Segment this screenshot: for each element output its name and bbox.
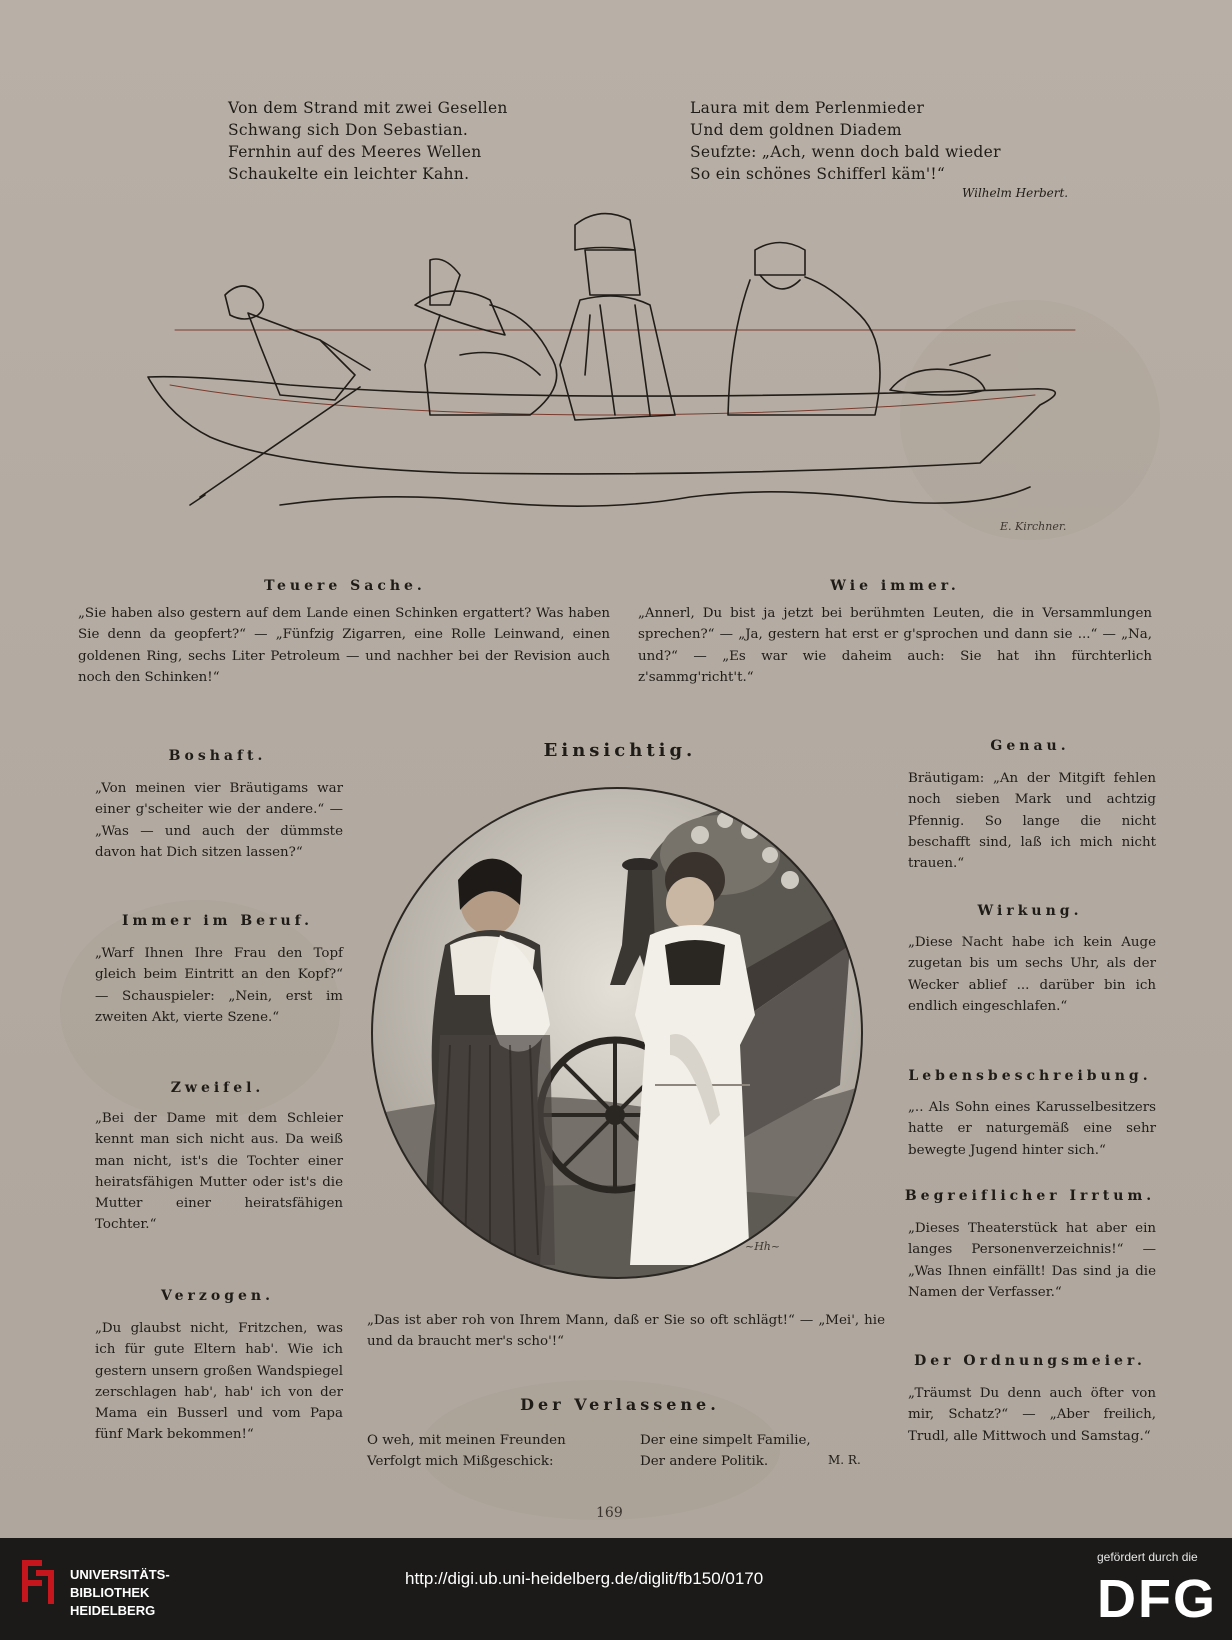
text-der-ordnungsmeier: „Träumst Du denn auch öfter von mir, Schatz?“ — „Aber freilich, Trudl, alle Mittwoch und Samstag.“: [908, 1386, 1156, 1444]
library-name: UNIVERSITÄTS- BIBLIOTHEK HEIDELBERG: [70, 1567, 170, 1618]
boat-illustration: [130, 205, 1090, 550]
verlassene-col1: O weh, mit meinen Freunden Verfolgt mich Mißgeschick:: [367, 1433, 566, 1470]
text-boshaft: „Von meinen vier Bräutigams war einer g'scheiter wie der andere.“ — „Was — und auch der dümmste davon hat Dich sitzen lassen?“: [95, 781, 343, 860]
caption-einsichtig: „Das ist aber roh von Ihrem Mann, daß er Sie so oft schlägt!“ — „Mei', hie und da braucht mer's scho'!“: [367, 1313, 885, 1350]
text-zweifel: „Bei der Dame mit dem Schleier kennt man sich nicht aus. Da weiß man nicht, ist's die Tochter einer heiratsfähigen Mutter oder ist's die Mutter einer heiratsfähigen Tochter.“: [95, 1111, 343, 1233]
verlassene-signature: M. R.: [828, 1453, 861, 1467]
text-begreiflicher-irrtum: „Dieses Theaterstück hat aber ein langes Personenverzeichnis!“ — „Was Ihnen einfällt! Das sind ja die Namen der Verfasser.“: [908, 1221, 1156, 1300]
heading-zweifel: Zweifel.: [170, 1080, 265, 1096]
poem-right-stanza: Laura mit dem Perlenmieder Und dem goldnen Diadem Seufzte: „Ach, wenn doch bald wieder So ein schönes Schifferl käm'!“: [690, 99, 1001, 183]
footer-bar: [0, 1538, 1232, 1640]
text-wie-immer: „Annerl, Du bist ja jetzt bei berühmten Leuten, die in Versammlungen sprechen?“ — „Ja, gestern hat erst er g'sprochen und dann sie ...“ — „Na, und?“ — „Es war wie daheim auch: Sie hat ihn fürchterlich z'sammg'richt't.“: [638, 606, 1152, 685]
heading-verzogen: Verzogen.: [161, 1288, 274, 1304]
heading-begreiflicher-irrtum: Begreiflicher Irrtum.: [904, 1188, 1156, 1204]
dfg-logo[interactable]: DFG: [1097, 1569, 1217, 1629]
verlassene-col2: Der eine simpelt Familie, Der andere Politik.: [640, 1433, 811, 1470]
illustration-signature: E. Kirchner.: [1000, 520, 1067, 533]
heading-teuere-sache: Teuere Sache.: [264, 578, 426, 594]
library-home-link[interactable]: [70, 1566, 170, 1620]
heading-einsichtig: Einsichtig.: [543, 740, 697, 761]
text-lebensbeschreibung: „.. Als Sohn eines Karusselbesitzers hatte er naturgemäß eine sehr bewegte Jugend hinter sich.“: [908, 1100, 1156, 1158]
funded-by-text: gefördert durch die: [1097, 1550, 1198, 1564]
poem-author: Wilhelm Herbert.: [962, 186, 1069, 200]
library-logo-icon: [14, 1556, 64, 1608]
heading-genau: Genau.: [990, 738, 1070, 754]
heading-lebensbeschreibung: Lebensbeschreibung.: [908, 1068, 1152, 1084]
text-immer-im-beruf: „Warf Ihnen Ihre Frau den Topf gleich beim Eintritt an den Kopf?“ — Schauspieler: „Nein, erst im zweiten Akt, vierte Szene.“: [95, 946, 343, 1025]
source-url-link[interactable]: http://digi.ub.uni-heidelberg.de/diglit/fb150/0170: [405, 1569, 764, 1588]
cart-illustration: [370, 785, 865, 1285]
heading-boshaft: Boshaft.: [168, 748, 267, 764]
cart-illustration-signature: ~Hh~: [745, 1240, 781, 1253]
heading-der-verlassene: Der Verlassene.: [520, 1395, 720, 1414]
heading-wirkung: Wirkung.: [977, 903, 1083, 919]
heading-wie-immer: Wie immer.: [830, 578, 960, 594]
text-verzogen: „Du glaubst nicht, Fritzchen, was ich für gute Eltern hab'. Wie ich gestern unsern großen Wandspiegel zerschlagen hab', hab' ich von der Mama ein Busserl und vom Papa fünf Mark bekommen!“: [95, 1321, 343, 1443]
text-genau: Bräutigam: „An der Mitgift fehlen noch sieben Mark und achtzig Pfennig. So lange die nicht beschafft sind, laß ich mich nicht trauen.“: [908, 771, 1156, 872]
text-wirkung: „Diese Nacht habe ich kein Auge zugetan bis um sechs Uhr, als der Wecker ablief ... darüber bin ich endlich eingeschlafen.“: [908, 935, 1156, 1014]
heading-immer-im-beruf: Immer im Beruf.: [121, 913, 314, 929]
text-teuere-sache: „Sie haben also gestern auf dem Lande einen Schinken ergattert? Was haben Sie denn da geopfert?“ — „Fünfzig Zigarren, eine Rolle Leinwand, einen goldenen Ring, sechs Liter Petroleum — und nachher bei der Revision auch noch den Schinken!“: [78, 606, 610, 685]
poem-left-stanza: Von dem Strand mit zwei Gesellen Schwang sich Don Sebastian. Fernhin auf des Meeres Wellen Schaukelte ein leichter Kahn.: [228, 99, 508, 183]
heading-der-ordnungsmeier: Der Ordnungsmeier.: [914, 1353, 1146, 1369]
page-number: 169: [596, 1505, 623, 1521]
